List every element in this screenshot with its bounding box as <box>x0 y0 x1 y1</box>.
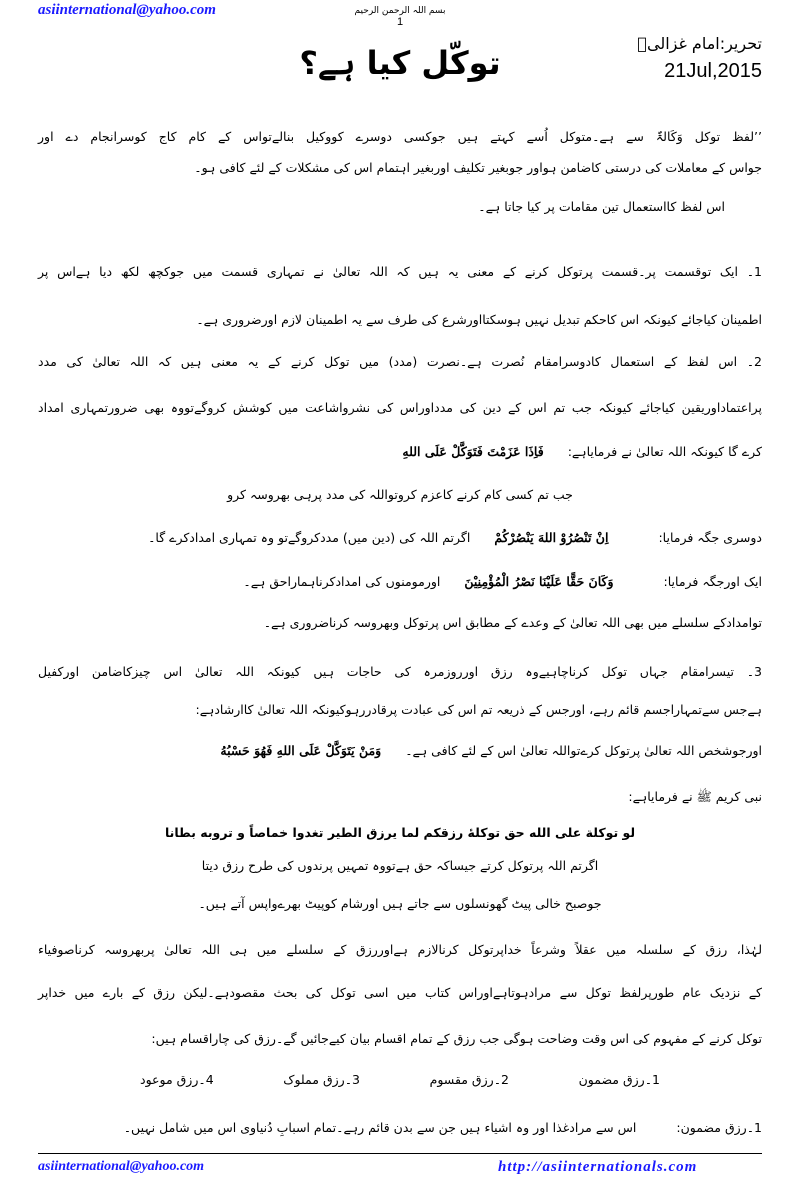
paragraph-line: لہٰذا، رزق کے سلسلہ میں عقلاً وشرعاً خداپرتوکل کرنالازم ہےاوررزق کے سلسلے میں ہی اللہ تعالیٰ پربھروسہ کرناصوفیاء <box>38 942 762 957</box>
header-email[interactable]: asiinternational@yahoo.com <box>38 2 216 18</box>
hadith-translation: اگرتم اللہ پرتوکل کرتے جیساکہ حق ہےتووہ تمہیں پرندوں کی طرح رزق دیتا <box>201 858 599 873</box>
rizq-types-list <box>140 1072 660 1087</box>
page-number: 1 <box>396 16 404 28</box>
paragraph-line: جواس کے معاملات کی درستی کاضامن ہواور جوبغیر تکلیف اوربغیر اہتمام اس کی مشکلات کے لئے کافی ہو۔ <box>194 160 762 175</box>
bismillah: بسم اللہ الرحمن الرحیم <box>354 6 446 16</box>
quran-verse: اِنْ تَنْصُرُوْ اللهَ يَنْصُرْكُمْ <box>494 530 609 545</box>
date: 21Jul,2015 <box>664 60 762 82</box>
quran-verse: وَمَنْ يَتَوَكَّلْ عَلَى اللهِ فَهُوَ حَسْبُهُ <box>220 743 382 758</box>
paragraph-line: توامدادکے سلسلے میں بھی اللہ تعالیٰ کے وعدے کے مطابق اس پرتوکل وبھروسہ کرناضروری ہے۔ <box>263 615 762 630</box>
paragraph-line: توکل کرنے کے مفہوم کی اس وقت وضاحت ہوگی جب رزق کے تمام اقسام بیان کیےجائیں گے۔رزق کی چاراقسام ہیں: <box>151 1031 762 1046</box>
rizq-type: 1۔رزق مضمون <box>578 1072 660 1087</box>
page-title: توکّل کیا ہے؟ <box>299 44 501 82</box>
verse-translation: اگرتم اللہ کی (دین میں) مددکروگےتو وہ تمہاری امدادکرے گا۔ <box>148 530 471 545</box>
rizq-type: 3۔رزق مملوک <box>283 1072 360 1087</box>
quran-verse: وَكَانَ حَقًّا عَلَيْنَا نَصْرُ الْمُؤْمِنِيْنَ <box>464 574 614 589</box>
definition-label: 1۔رزق مضمون: <box>676 1120 762 1135</box>
quran-verse: فَاِذَا عَزَمْتَ فَتَوَكَّلْ عَلَى اللهِ <box>402 444 544 459</box>
definition-text: اس سے مرادغذا اور وہ اشیاء ہیں جن سے بدن قائم رہے۔تمام اسبابِ دُنیاوی اس میں شامل نہیں۔ <box>123 1120 637 1135</box>
verse-translation: اورجوشخص اللہ تعالیٰ پرتوکل کرےتواللہ تعالیٰ اس کے لئے کافی ہے۔ <box>405 743 762 758</box>
paragraph-line: 1۔ ایک توقسمت پر۔قسمت پرتوکل کرنے کے معنی یہ ہیں کہ اللہ تعالیٰ نے تمہاری قسمت میں جوکچھ لکھ دیا ہےاس پر <box>38 264 762 279</box>
paragraph-line: 2۔ اس لفظ کے استعمال کادوسرامقام نُصرت ہے۔نصرت (مدد) میں توکل کرنے کے یہ معنی ہیں کہ اللہ تعالیٰ کی مدد <box>38 354 762 369</box>
rizq-type: 4۔رزق موعود <box>140 1072 214 1087</box>
paragraph-line: ہےجس سےتمہاراجسم قائم رہے، اورجس کے ذریعہ تم اس کی عبادت پرقادررہوکیونکہ اللہ تعالیٰ کاارشادہے: <box>195 702 762 717</box>
paragraph-line: نبی کریم ﷺ نے فرمایاہے: <box>628 789 762 804</box>
verse-translation: اورمومنوں کی امدادکرناہماراحق ہے۔ <box>243 574 441 589</box>
hadith-translation: جوصبح خالی پیٹ گھونسلوں سے جاتے ہیں اورشام کوپیٹ بھرےواپس آتے ہیں۔ <box>198 896 602 911</box>
paragraph-line: کرے گا کیونکہ اللہ تعالیٰ نے فرمایاہے: <box>567 444 762 459</box>
paragraph-line: ’’لفظ توکل وَکَالۃٌ سے ہے۔متوکل اُسے کہتے ہیں جوکسی دوسرے کووکیل بنالےتواس کے کام کاج کوسرانجام دے اور <box>38 129 762 144</box>
paragraph-line: اس لفظ کااستعمال تین مقامات پر کیا جاتا ہے۔ <box>478 199 725 214</box>
paragraph-line: کے نزدیک عام طورپرلفظ توکل سے مرادہوتاہےاوراس کتاب میں اسی توکل کی بحث مقصودہے۔لیکن رزق کے بارے میں خداپر <box>38 985 762 1000</box>
verse-intro: دوسری جگہ فرمایا: <box>658 530 762 545</box>
paragraph-line: اطمینان کیاجائے کیونکہ اس کاحکم تبدیل نہیں ہوسکتااورشرع کی طرف سے یہ اطمینان لازم اورضروری ہے۔ <box>196 312 762 327</box>
paragraph-line: 3۔ تیسرامقام جہاں توکل کرناچاہیےوہ رزق اورروزمرہ کی حاجات ہیں کیونکہ اللہ تعالیٰ اس چیزکاضامن اورکفیل <box>38 664 762 679</box>
footer-url[interactable]: http://asiinternationals.com <box>498 1159 698 1175</box>
author: تحریر:امام غزالیؒ <box>637 34 762 53</box>
verse-translation: جب تم کسی کام کرنے کاعزم کروتواللہ کی مدد پرہی بھروسہ کرو <box>227 487 573 502</box>
footer-email[interactable]: asiinternational@yahoo.com <box>38 1159 205 1174</box>
paragraph-line: پراعتماداوریقین کیاجائے کیونکہ جب تم اس کے دین کی مدداوراس کی نشرواشاعت میں کوشش کروگےتووہ بھی ضرورتمہاری امداد <box>38 400 762 415</box>
verse-intro: ایک اورجگہ فرمایا: <box>663 574 762 589</box>
footer-divider <box>38 1153 762 1154</box>
rizq-type: 2۔رزق مقسوم <box>429 1072 509 1087</box>
hadith-arabic: لو توكلة على الله حق توكلهٔ رزقكم لما يرزق الطير تغدوا خماصاً و تروبه بطانا <box>164 825 636 840</box>
